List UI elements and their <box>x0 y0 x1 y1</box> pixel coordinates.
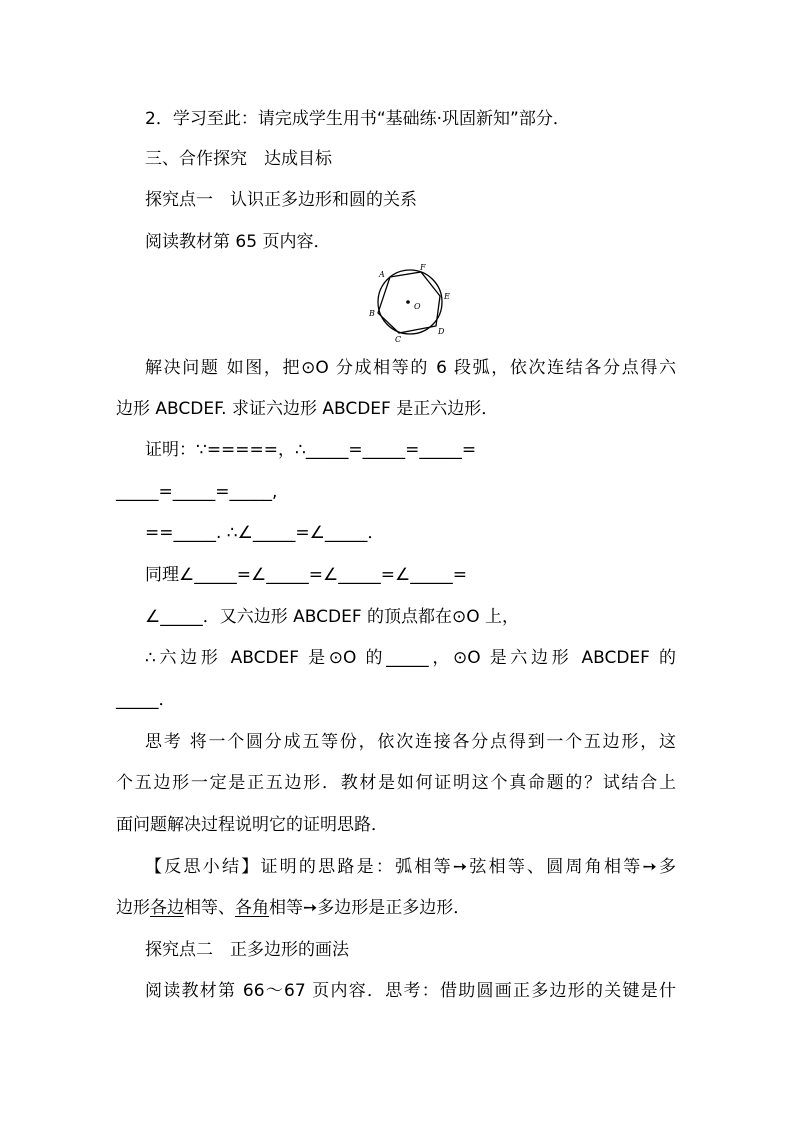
point1-read: 阅读教材第 65 页内容． <box>145 232 331 252</box>
vertex-label-a: A <box>379 270 385 279</box>
center-point <box>406 300 410 304</box>
proof-line7: _____． <box>116 690 176 710</box>
center-label: O <box>414 302 421 311</box>
summary-underlined-sides: 各边 <box>150 898 184 918</box>
study-instruction: 2．学习至此：请完成学生用书“基础练·巩固新知”部分． <box>145 109 570 129</box>
point1-title: 探究点一 认识正多边形和圆的关系 <box>145 190 417 210</box>
hexagon-circle-figure <box>364 262 460 344</box>
problem-text-line2: 边形 ABCDEF. 求证六边形 ABCDEF 是正六边形． <box>116 399 499 419</box>
vertex-label-b: B <box>369 309 375 318</box>
proof-line3: ==_____. ∴∠_____=∠_____． <box>145 523 385 543</box>
think-line2: 个五边形一定是正五边形．教材是如何证明这个真命题的？试结合上 <box>116 773 676 793</box>
summary-text-c: 相等➙多边形是正多边形． <box>269 898 471 918</box>
circle-outline <box>378 270 442 334</box>
proof-line1: 证明：∵=====，∴_____=_____=_____= <box>145 440 477 460</box>
summary-text-b: 相等、 <box>184 898 235 918</box>
summary-text-a: 边形 <box>116 898 150 918</box>
vertex-label-e: E <box>444 292 450 301</box>
vertex-label-f: F <box>420 263 426 272</box>
think-line1: 思考 将一个圆分成五等份，依次连接各分点得到一个五边形，这 <box>145 732 676 752</box>
point2-title: 探究点二 正多边形的画法 <box>145 940 349 960</box>
proof-line6: ∴六边形 ABCDEF 是⊙O 的_____，⊙O 是六边形 ABCDEF 的 <box>145 648 676 668</box>
summary-underlined-angles: 各角 <box>235 898 269 918</box>
proof-line4: 同理∠_____=∠_____=∠_____=∠_____= <box>145 565 467 585</box>
vertex-label-c: C <box>395 335 402 344</box>
vertex-label-d: D <box>438 327 445 336</box>
point2-read: 阅读教材第 66～67 页内容．思考：借助圆画正多边形的关键是什 <box>145 981 676 1001</box>
summary-line1: 【反思小结】证明的思路是：弧相等➙弦相等、圆周角相等➙多 <box>145 857 676 877</box>
problem-text-line1: 解决问题 如图，把⊙O 分成相等的 6 段弧，依次连结各分点得六 <box>145 358 676 378</box>
proof-line5: ∠_____．又六边形 ABCDEF 的顶点都在⊙O 上， <box>145 607 520 627</box>
section-heading: 三、合作探究 达成目标 <box>145 149 332 169</box>
proof-line2: _____=_____=_____, <box>116 482 278 502</box>
think-line3: 面问题解决过程说明它的证明思路． <box>116 815 388 835</box>
summary-line2 <box>116 897 686 919</box>
